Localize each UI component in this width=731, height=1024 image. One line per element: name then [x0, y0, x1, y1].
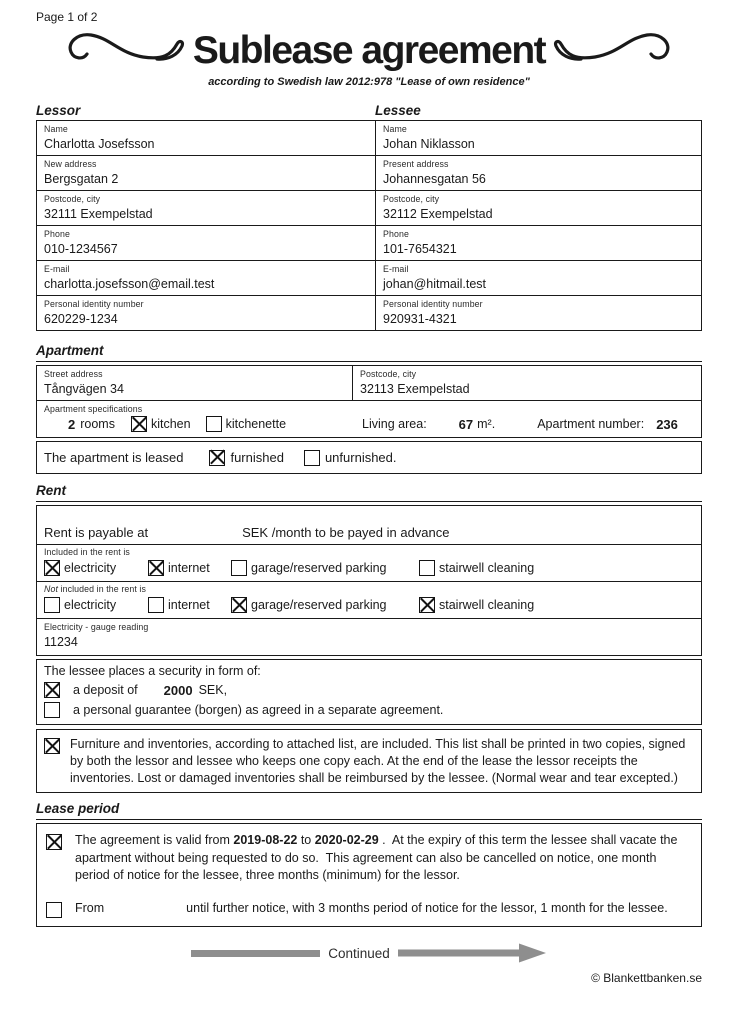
included-internet-checkbox[interactable]	[148, 560, 164, 576]
fixed-term-text	[75, 832, 692, 884]
security-intro: The lessee places a security in form of:	[44, 664, 261, 678]
living-area-value[interactable]: 67	[458, 416, 474, 432]
not-included-internet-label: internet	[168, 598, 210, 612]
lease-period-heading: Lease period	[36, 801, 702, 820]
deposit-checkbox[interactable]	[44, 682, 60, 698]
furniture-checkbox[interactable]	[44, 738, 60, 754]
included-electricity-checkbox[interactable]	[44, 560, 60, 576]
not-included-internet-checkbox[interactable]	[148, 597, 164, 613]
continued-label: Continued	[328, 945, 390, 961]
field-value[interactable]: 101-7654321	[383, 242, 457, 256]
furniture-box	[36, 729, 702, 793]
field-value[interactable]: 32113 Exempelstad	[360, 382, 470, 396]
field-label: E-mail	[44, 264, 70, 274]
fixed-term-mid: to	[297, 833, 315, 848]
not-included-electricity-checkbox[interactable]	[44, 597, 60, 613]
field-value[interactable]: Bergsgatan 2	[44, 172, 119, 186]
rent-table	[36, 505, 702, 656]
leased-text: The apartment is leased	[44, 450, 184, 465]
lessor-postcode-field[interactable]	[37, 191, 376, 225]
not-included-electricity-label: electricity	[64, 598, 117, 612]
field-value[interactable]: 620229-1234	[44, 312, 118, 326]
furnished-box	[36, 441, 702, 474]
field-value[interactable]: Johan Niklasson	[383, 137, 475, 151]
living-area-label: Living area:	[362, 417, 427, 431]
furniture-text: Furniture and inventories, according to attached list, are included. This list shall be printed in two copies, signed by both the lessor and lessee who keeps one copy each. At the end of the lease the lessor receipts the inventories. Lost or damaged inventories shall be reimbursed by the lessee. (Normal wear and tear excepted.)	[70, 737, 689, 785]
fixed-term-pre: The agreement is valid from	[75, 833, 234, 848]
field-value[interactable]: 11234	[44, 635, 78, 649]
field-label: New address	[44, 159, 97, 169]
field-label: Electricity - gauge reading	[44, 622, 149, 632]
living-area-unit: m²	[477, 417, 492, 431]
furnished-checkbox[interactable]	[209, 450, 225, 466]
not-included-garage-label: garage/reserved parking	[251, 598, 387, 612]
rent-heading: Rent	[36, 483, 702, 502]
rooms-value[interactable]: 2	[68, 416, 76, 432]
party-headings	[36, 103, 702, 120]
living-area-suffix: .	[491, 417, 496, 431]
fixed-term-checkbox[interactable]	[46, 834, 62, 850]
deposit-post: SEK,	[198, 683, 228, 697]
field-label: Phone	[44, 229, 70, 239]
lessor-address-field[interactable]	[37, 156, 376, 190]
included-garage-label: garage/reserved parking	[251, 561, 387, 575]
kitchenette-checkbox[interactable]	[206, 416, 222, 432]
notice-post: until further notice, with 3 months period of notice for the lessor, 1 month for the lessee.	[186, 901, 668, 916]
parties-table	[36, 120, 702, 331]
guarantee-line	[44, 702, 694, 718]
security-box	[36, 659, 702, 725]
furnished-line	[37, 442, 701, 473]
fixed-term-post: . At the expiry of this term the lessee shall vacate the apartment without being requested to do so. This agreement can also be cancelled on notice, one month period of notice for the lessee, three months (minimum) for the lessor.	[75, 833, 681, 882]
apartment-table	[36, 365, 702, 438]
page-subtitle: according to Swedish law 2012:978 "Lease of own residence"	[208, 76, 530, 88]
notice-text	[75, 900, 668, 918]
field-value[interactable]: johan@hitmail.test	[383, 277, 487, 291]
from-date-value[interactable]: 2019-08-22	[233, 833, 298, 848]
table-row	[37, 366, 701, 400]
lessee-address-field[interactable]	[376, 156, 701, 190]
field-label: Apartment specifications	[44, 404, 143, 414]
field-value[interactable]: 32112 Exempelstad	[383, 207, 493, 221]
field-value[interactable]: 32111 Exempelstad	[44, 207, 153, 221]
table-row	[37, 121, 701, 155]
lessee-email-field[interactable]	[376, 261, 701, 295]
lease-period-box	[36, 823, 702, 927]
not-included-stairwell-checkbox[interactable]	[419, 597, 435, 613]
to-date-value[interactable]: 2020-02-29	[314, 833, 379, 848]
deposit-pre: a deposit of	[73, 683, 138, 697]
field-label: E-mail	[383, 264, 409, 274]
lessor-phone-field[interactable]	[37, 226, 376, 260]
deposit-line	[44, 682, 694, 698]
field-label: Name	[44, 124, 68, 134]
lessor-name-field[interactable]	[37, 121, 376, 155]
page-title: Sublease agreement	[192, 28, 546, 72]
copyright: © Blankettbanken.se	[591, 971, 702, 986]
field-label: Personal identity number	[383, 299, 483, 309]
included-electricity-label: electricity	[64, 561, 117, 575]
notice-checkbox[interactable]	[46, 902, 62, 918]
field-value[interactable]: 010-1234567	[44, 242, 118, 256]
rent-not-included-row	[37, 582, 701, 619]
apartment-specs-row	[37, 400, 701, 437]
title-row	[36, 27, 702, 73]
lessee-name-field[interactable]	[376, 121, 701, 155]
furnished-label: furnished	[230, 450, 284, 465]
unfurnished-checkbox[interactable]	[304, 450, 320, 466]
fixed-term-line	[46, 832, 692, 884]
included-stairwell-label: stairwell cleaning	[439, 561, 535, 575]
gauge-field[interactable]	[37, 619, 701, 655]
lessee-pin-field[interactable]	[376, 296, 701, 330]
table-row	[37, 190, 701, 225]
street-address-field[interactable]	[37, 366, 353, 400]
field-label: Name	[383, 124, 407, 134]
notice-line	[46, 900, 692, 918]
notice-pre: From	[75, 901, 105, 916]
continued-bar-left-icon	[191, 950, 320, 957]
field-label: Present address	[383, 159, 449, 169]
kitchen-checkbox[interactable]	[131, 416, 147, 432]
rent-payable-post: SEK /month to be payed in advance	[242, 525, 450, 540]
field-label	[44, 584, 694, 595]
table-row	[37, 295, 701, 330]
field-value[interactable]: Johannesgatan 56	[383, 172, 486, 186]
apartment-specs-line	[37, 415, 701, 437]
field-label: Street address	[44, 369, 103, 379]
title-flourish-right-icon	[549, 28, 671, 72]
field-label: Postcode, city	[44, 194, 101, 204]
field-value[interactable]: Charlotta Josefsson	[44, 137, 155, 151]
kitchen-label: kitchen	[150, 417, 191, 431]
not-included-garage-checkbox[interactable]	[231, 597, 247, 613]
apartment-number-label: Apartment number:	[537, 417, 645, 431]
rent-payable-row	[37, 506, 701, 545]
field-label: Postcode, city	[383, 194, 440, 204]
field-label: Personal identity number	[44, 299, 144, 309]
not-included-label-rest: included in the rent is	[58, 584, 146, 594]
lessor-heading: Lessor	[36, 103, 81, 118]
table-row	[37, 260, 701, 295]
page-indicator: Page 1 of 2	[36, 10, 98, 24]
continued-row	[36, 942, 702, 964]
rent-payable-pre: Rent is payable at	[44, 525, 149, 540]
guarantee-checkbox[interactable]	[44, 702, 60, 718]
apartment-number-value[interactable]: 236	[656, 416, 678, 432]
lessor-pin-field[interactable]	[37, 296, 376, 330]
unfurnished-label: unfurnished.	[324, 450, 397, 465]
rent-included-row	[37, 545, 701, 582]
apartment-heading: Apartment	[36, 343, 702, 362]
field-label: Phone	[383, 229, 409, 239]
lessee-postcode-field[interactable]	[376, 191, 701, 225]
field-value[interactable]: charlotta.josefsson@email.test	[44, 277, 215, 291]
field-label: Included in the rent is	[44, 547, 130, 557]
table-row	[37, 225, 701, 260]
field-label: Postcode, city	[360, 369, 417, 379]
rooms-label: rooms	[80, 417, 115, 431]
table-row	[37, 155, 701, 190]
kitchenette-label: kitchenette	[225, 417, 287, 431]
lessee-heading: Lessee	[375, 103, 421, 118]
field-value[interactable]: 920931-4321	[383, 312, 457, 326]
apartment-postcode-field[interactable]	[353, 366, 701, 400]
included-internet-label: internet	[168, 561, 210, 575]
included-stairwell-checkbox[interactable]	[419, 560, 435, 576]
title-flourish-left-icon	[67, 28, 189, 72]
lessor-email-field[interactable]	[37, 261, 376, 295]
field-value[interactable]: Tångvägen 34	[44, 382, 124, 396]
not-included-label-em: Not	[44, 584, 58, 594]
guarantee-label: a personal guarantee (borgen) as agreed in a separate agreement.	[73, 703, 444, 717]
included-garage-checkbox[interactable]	[231, 560, 247, 576]
continued-arrow-icon	[398, 942, 547, 964]
not-included-stairwell-label: stairwell cleaning	[439, 598, 535, 612]
lessee-phone-field[interactable]	[376, 226, 701, 260]
deposit-amount[interactable]: 2000	[163, 682, 193, 698]
